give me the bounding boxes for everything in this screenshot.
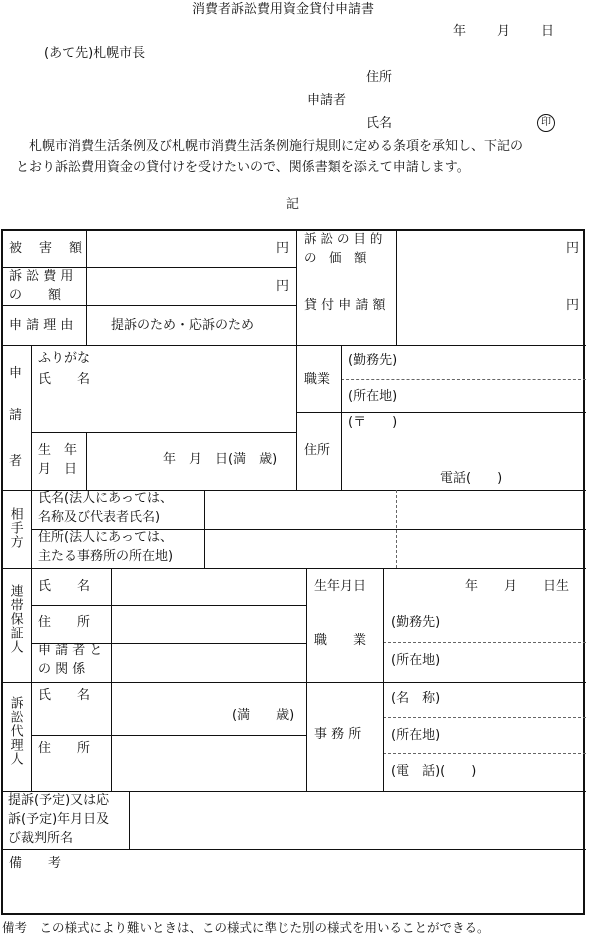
date-year: 年 [453, 24, 467, 39]
guarantor-address-label: 住 所 [38, 615, 91, 630]
lawsuit-value-label-2: の 価 額 [304, 250, 367, 265]
remarks-label: 備 考 [9, 856, 62, 871]
rule [296, 229, 297, 490]
rule [1, 568, 586, 569]
dashed-rule [396, 490, 397, 568]
opponent-address-label-1: 住所(法人にあっては、 [38, 530, 173, 545]
opponent-name-label-1: 氏名(法人にあっては、 [38, 491, 173, 506]
dashed-rule [383, 717, 586, 718]
cost-label-1: 訴 訟 費 用 [9, 269, 74, 284]
rule [1, 791, 586, 792]
guarantor-name-label: 氏 名 [38, 579, 91, 594]
guarantor-birth-label: 生年月日 [314, 579, 367, 594]
suit-date-label-3: び裁判所名 [8, 831, 74, 846]
date-day: 日 [541, 24, 555, 39]
dashed-rule [383, 753, 586, 754]
rule [204, 490, 205, 568]
rule [31, 345, 32, 791]
rule [31, 735, 306, 736]
applicant-vertical-1: 申 [9, 366, 23, 381]
guarantor-workplace-label: (勤務先) [391, 615, 441, 630]
rule [1, 267, 297, 268]
applicant-workplace-label: (勤務先) [348, 353, 398, 368]
rule [1, 305, 297, 306]
applicant-location-label: (所在地) [348, 389, 398, 404]
guarantor-birth-value: 年 月 日生 [465, 579, 570, 594]
seal-mark: 印 [537, 114, 555, 132]
lawsuit-value-label-1: 訴 訟 の 目 的 [304, 231, 383, 246]
cost-yen: 円 [276, 279, 290, 294]
loan-label: 貸 付 申 請 額 [304, 298, 386, 313]
rule [111, 568, 112, 791]
suit-date-label-2: 訴(予定)年月日及 [8, 812, 110, 827]
cost-label-2: の 額 [9, 288, 62, 303]
name-label: 氏名 [366, 116, 393, 131]
lawsuit-value-yen: 円 [566, 241, 580, 256]
agent-vertical: 訴訟代理人 [7, 696, 23, 766]
guarantor-occupation-label: 職 業 [314, 633, 367, 648]
body-line-2: とおり訴訟費用資金の貸付けを受けたいので、関係書類を添えて申請します。 [16, 160, 470, 175]
agent-office-label: 事 務 所 [314, 727, 362, 742]
rule [1, 849, 586, 850]
opponent-name-label-2: 名称及び代表者氏名) [38, 510, 161, 525]
applicant-vertical-3: 者 [9, 454, 23, 469]
furigana-label: ふりがな [38, 351, 91, 366]
birth-label-1: 生 年 [38, 443, 78, 458]
reason-value: 提訴のため・応訴のため [111, 318, 255, 333]
damage-yen: 円 [276, 241, 290, 256]
rule [306, 568, 307, 791]
rule [31, 432, 296, 433]
rule [341, 345, 342, 490]
opponent-vertical: 相手方 [7, 507, 23, 549]
date-month: 月 [497, 24, 511, 39]
address-label: 住所 [366, 70, 393, 85]
damage-label: 被 害 額 [9, 241, 85, 256]
guarantor-vertical: 連帯保証人 [7, 584, 23, 654]
guarantor-relation-label-2: の 関 係 [38, 662, 86, 677]
rule [86, 229, 87, 345]
rule [1, 682, 586, 683]
loan-yen: 円 [566, 298, 580, 313]
reason-label: 申 請 理 由 [9, 318, 74, 333]
rule [383, 568, 384, 791]
agent-office-phone-label: (電 話)( ) [391, 764, 477, 779]
page-title: 消費者訴訟費用資金貸付申請書 [192, 2, 375, 17]
dashed-rule [341, 379, 586, 380]
addressee: (あて先)札幌市長 [44, 46, 146, 61]
agent-office-name-label: (名 称) [391, 691, 441, 706]
ki-mark: 記 [286, 197, 300, 212]
birth-value: 年 月 日(満 歳) [163, 452, 278, 467]
agent-address-label: 住 所 [38, 741, 91, 756]
agent-name-label: 氏 名 [38, 688, 91, 703]
body-line-1: 札幌市消費生活条例及び札幌市消費生活条例施行規則に定める条項を承知し、下記の [16, 139, 524, 154]
opponent-address-label-2: 主たる事務所の所在地) [38, 549, 174, 564]
rule [396, 229, 397, 345]
postal-label: (〒 ) [348, 415, 398, 430]
footer-note: 備考 この様式により難いときは、この様式に準じた別の様式を用いることができる。 [2, 920, 490, 935]
suit-date-label-1: 提訴(予定)又は応 [8, 793, 110, 808]
rule [296, 412, 586, 413]
applicant-address-label: 住所 [304, 443, 331, 458]
rule [86, 432, 87, 490]
guarantor-relation-label-1: 申 請 者 と [38, 643, 103, 658]
rule [129, 791, 130, 849]
rule [1, 345, 586, 346]
phone-label: 電話( ) [440, 471, 503, 486]
birth-label-2: 月 日 [38, 462, 78, 477]
applicant-name-label: 氏 名 [38, 372, 91, 387]
applicant-vertical-2: 請 [9, 408, 23, 423]
rule [31, 605, 306, 606]
agent-office-location-label: (所在地) [391, 728, 441, 743]
guarantor-location-label: (所在地) [391, 653, 441, 668]
agent-age-label: (満 歳) [232, 708, 295, 723]
applicant-occupation-label: 職業 [304, 372, 331, 387]
dashed-rule [383, 642, 586, 643]
applicant-label: 申請者 [307, 93, 347, 108]
